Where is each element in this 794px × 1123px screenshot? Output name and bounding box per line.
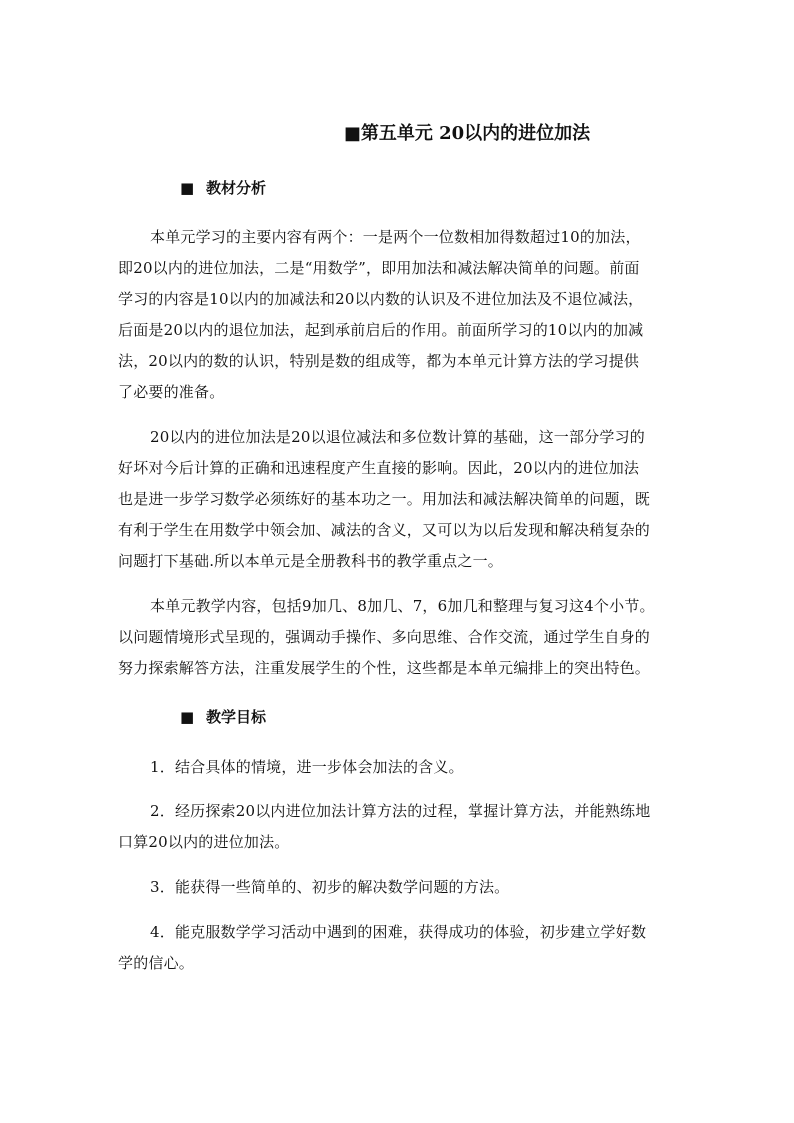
text-line: 20以内的进位加法是20以退位减法和多位数计算的基础，这一部分学习的: [150, 428, 645, 446]
text-line: 努力探索解答方法，注重发展学生的个性，这些都是本单元编排上的突出特色。: [118, 659, 651, 677]
heading-bullet: ■: [180, 179, 195, 197]
heading-bullet: ■: [180, 708, 195, 726]
section-heading-objectives: [180, 705, 266, 729]
text-line: 以问题情境形式呈现的，强调动手操作、多向思维、合作交流，通过学生自身的: [118, 628, 651, 646]
text-line: 3．能获得一些简单的、初步的解决数学问题的方法。: [150, 878, 510, 896]
text-line: 问题打下基础.所以本单元是全册教科书的教学重点之一。: [118, 552, 503, 570]
text-line: 学的信心。: [118, 954, 195, 972]
text-line: 也是进一步学习数学必须练好的基本功之一。用加法和减法解决简单的问题，既: [118, 490, 651, 508]
text-line: 了必要的准备。: [118, 383, 225, 401]
text-line: 即20以内的进位加法，二是“用数学”，即用加法和减法解决简单的问题。前面: [118, 259, 640, 277]
text-line: 本单元学习的主要内容有两个：一是两个一位数相加得数超过10的加法，: [150, 228, 641, 246]
paragraph: [118, 591, 688, 684]
section-heading-text: 教材分析: [206, 179, 267, 197]
text-line: 口算20以内的进位加法。: [118, 833, 290, 851]
objective-item: [118, 872, 688, 903]
section-heading-text: 教学目标: [206, 708, 267, 726]
objective-item: [118, 917, 688, 979]
text-line: 好坏对今后计算的正确和迅速程度产生直接的影响。因此，20以内的进位加法: [118, 459, 640, 477]
text-line: 学习的内容是10以内的加减法和20以内数的认识及不进位加法及不退位减法，: [118, 290, 644, 308]
objective-item: [118, 796, 688, 858]
paragraph: [118, 222, 688, 408]
text-line: 有利于学生在用数学中领会加、减法的含义，又可以为以后发现和解决稍复杂的: [118, 521, 651, 539]
text-line: 2．经历探索20以内进位加法计算方法的过程，掌握计算方法，并能熟练地: [150, 802, 651, 820]
objective-item: [118, 752, 688, 783]
page-title-text: ■第五单元 20以内的进位加法: [343, 123, 591, 144]
paragraph: [118, 422, 688, 577]
text-line: 4．能克服数学学习活动中遇到的困难，获得成功的体验，初步建立学好数: [150, 923, 647, 941]
page-title: [0, 119, 794, 149]
text-line: 后面是20以内的退位加法，起到承前启后的作用。前面所学习的10以内的加减: [118, 321, 644, 339]
section-heading-analysis: [180, 176, 266, 200]
text-line: 1．结合具体的情境，进一步体会加法的含义。: [150, 758, 464, 776]
text-line: 本单元教学内容，包括9加几、8加几、7，6加几和整理与复习这4个小节。: [150, 597, 655, 615]
text-line: 法，20以内的数的认识，特别是数的组成等，都为本单元计算方法的学习提供: [118, 352, 640, 370]
